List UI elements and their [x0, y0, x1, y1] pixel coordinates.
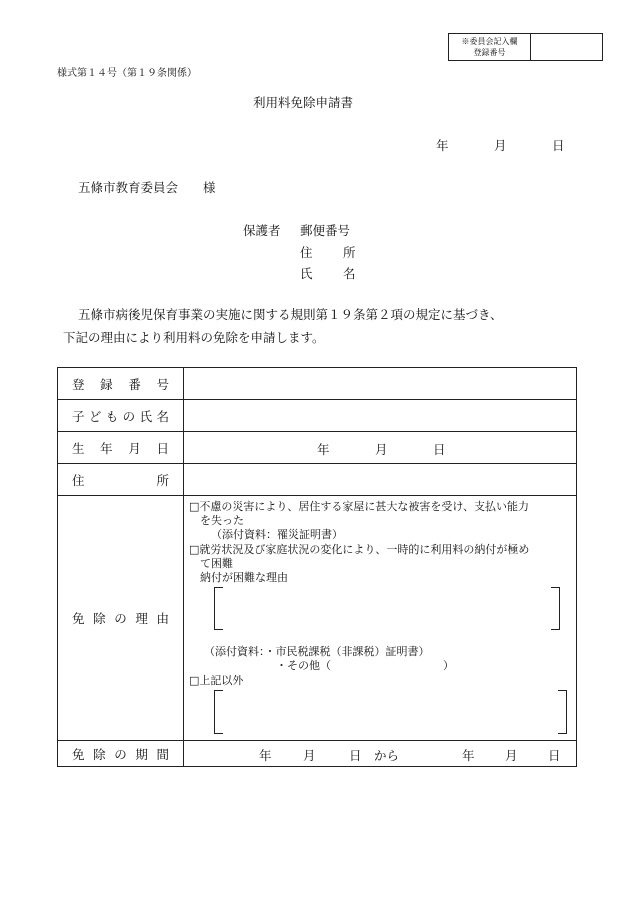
birth-date-field[interactable]: [184, 432, 577, 464]
hdr-char: 除: [93, 746, 106, 762]
row-exemption-period: [58, 741, 577, 767]
hdr-char: 生: [72, 440, 85, 456]
applicant-role: 保護者: [243, 223, 281, 238]
hdr-char: 番: [128, 376, 141, 392]
row-birth-date: [58, 432, 577, 464]
registration-number-field[interactable]: [184, 368, 577, 400]
applicant-name-label-2: 名: [343, 266, 356, 281]
period-start-day: 日: [349, 748, 362, 763]
hdr-char: 所: [156, 472, 169, 488]
postal-code-label: 郵便番号: [300, 223, 351, 238]
row-exemption-reason: [58, 496, 577, 741]
row-address: [58, 464, 577, 496]
birth-date-header: [58, 432, 184, 464]
address-header: [58, 464, 184, 496]
reason-3-detail-field[interactable]: [226, 691, 552, 731]
birth-year-label: 年: [317, 442, 330, 457]
hdr-char: 子: [72, 408, 85, 424]
applicant-address-label-1: 住: [300, 245, 313, 260]
child-name-header: [58, 400, 184, 432]
child-name-field[interactable]: [184, 400, 577, 432]
hdr-char: 住: [72, 472, 85, 488]
reason-2-detail-field[interactable]: [226, 588, 546, 626]
reason-2-attachment-1: （添付資料：・市民税課税（非課税）証明書）: [204, 645, 430, 658]
hdr-char: 録: [100, 376, 113, 392]
hdr-char: 月: [128, 440, 141, 456]
period-from: から: [374, 748, 400, 763]
hdr-char: 号: [156, 376, 169, 392]
reason-3-bracket-right: [558, 690, 567, 734]
office-use-label-line1: ※委員会記入欄: [461, 37, 518, 46]
addressee: 五條市教育委員会 様: [78, 180, 216, 195]
period-start-year: 年: [259, 748, 272, 763]
birth-day-label: 日: [433, 442, 446, 457]
reason-1-line2: を失った: [200, 514, 244, 527]
period-end-day: 日: [548, 748, 561, 763]
office-registration-number-field[interactable]: [531, 34, 602, 60]
reason-2-subheading: 納付が困難な理由: [200, 571, 288, 584]
hdr-char: の: [114, 746, 127, 762]
reason-2-line2: て困難: [200, 557, 233, 570]
reason-3-checkbox-line[interactable]: □上記以外: [189, 674, 244, 687]
birth-month-label: 月: [375, 442, 388, 457]
reason-2-bracket-right: [551, 587, 560, 630]
body-line-1: 五條市病後児保育事業の実施に関する規則第１９条第２項の規定に基づき、: [78, 307, 503, 322]
hdr-char: 氏: [139, 408, 153, 424]
reason-3-bracket-left: [214, 690, 223, 734]
hdr-char: 登: [72, 376, 85, 392]
hdr-char: 間: [156, 746, 169, 762]
page-title: 利用料免除申請書: [253, 95, 354, 110]
reason-1-attachment: （添付資料：罹災証明書）: [211, 528, 343, 541]
exemption-period-field[interactable]: [184, 741, 577, 767]
exemption-reason-header: [58, 496, 184, 741]
hdr-char: 日: [156, 440, 169, 456]
office-use-label-line2: 登録番号: [473, 48, 506, 57]
hdr-char: 除: [93, 611, 106, 626]
office-use-label: [449, 34, 531, 60]
hdr-char: も: [105, 408, 119, 424]
hdr-char: 免: [72, 611, 85, 626]
registration-number-header: [58, 368, 184, 400]
hdr-char: ど: [88, 408, 102, 424]
date-month-label: 月: [494, 138, 507, 153]
application-table: [57, 367, 577, 767]
reason-1-checkbox-line[interactable]: □不慮の災害により、居住する家屋に甚大な被害を受け、支払い能力: [189, 500, 529, 513]
form-number: 様式第１４号（第１９条関係）: [57, 68, 197, 79]
hdr-char: 免: [72, 746, 85, 762]
row-child-name: [58, 400, 577, 432]
hdr-char: 年: [100, 440, 113, 456]
exemption-reason-cell: [184, 496, 577, 741]
applicant-name-label-1: 氏: [300, 266, 313, 281]
address-field[interactable]: [184, 464, 577, 496]
hdr-char: 名: [156, 408, 169, 424]
period-start-month: 月: [303, 748, 316, 763]
reason-2-checkbox-line[interactable]: □就労状況及び家庭状況の変化により、一時的に利用料の納付が極め: [189, 543, 530, 556]
hdr-char: 理: [135, 611, 148, 626]
hdr-char: 期: [135, 746, 148, 762]
date-year-label: 年: [436, 138, 449, 153]
hdr-char: の: [114, 611, 127, 626]
office-use-box: [448, 33, 603, 61]
row-registration-number: [58, 368, 577, 400]
applicant-address-label-2: 所: [343, 245, 356, 260]
hdr-char: 由: [156, 611, 169, 626]
reason-2-attachment-2-close: ）: [443, 659, 454, 672]
period-end-month: 月: [505, 748, 518, 763]
reason-2-bracket-left: [214, 587, 223, 630]
hdr-char: の: [122, 408, 136, 424]
reason-2-attachment-2: ・その他（: [276, 659, 331, 672]
period-end-year: 年: [462, 748, 475, 763]
body-line-2: 下記の理由により利用料の免除を申請します。: [63, 330, 325, 345]
exemption-period-header: [58, 741, 184, 767]
date-day-label: 日: [552, 138, 565, 153]
